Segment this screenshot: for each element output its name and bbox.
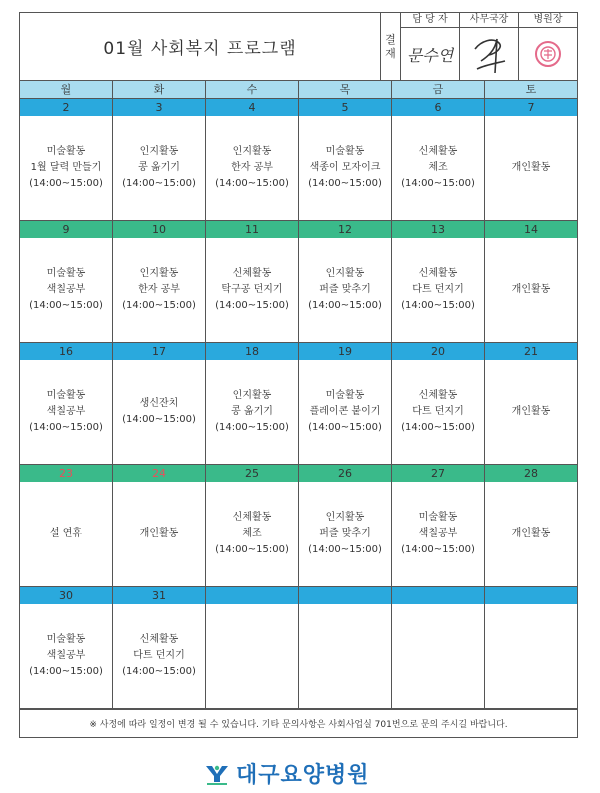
date-cell: 30 — [59, 589, 73, 602]
approval-label-1: 결 — [385, 32, 396, 46]
date-cell: 7 — [484, 99, 577, 116]
activity-row — [20, 238, 577, 342]
date-cell — [484, 587, 577, 604]
activity-cell — [391, 604, 484, 708]
activity-type: 생신잔치 — [139, 398, 179, 409]
role-director: 사무국장 — [460, 13, 518, 28]
activity-time: (14:00~15:00) — [29, 666, 103, 677]
hospital-logo — [204, 758, 370, 789]
approval-label — [380, 13, 400, 80]
date-cell: 3 — [112, 99, 205, 116]
activity-time: (14:00~15:00) — [308, 544, 382, 555]
activity-title: 한자 공부 — [231, 162, 273, 173]
activity-cell — [205, 116, 298, 220]
role-hospital-head: 병원장 — [519, 13, 577, 28]
date-cell: 13 — [391, 221, 484, 238]
activity-title: 다트 던지기 — [412, 284, 464, 295]
activity-type: 미술활동 — [46, 268, 86, 279]
activity-title: 색종이 모자이크 — [309, 162, 381, 173]
activity-cell — [298, 238, 391, 342]
date-cell — [391, 587, 484, 604]
seal-stamp — [533, 39, 563, 69]
activity-row — [20, 482, 577, 586]
activity-type: 인지활동 — [325, 512, 365, 523]
date-cell-holiday: 23 — [59, 467, 73, 480]
date-cell: 11 — [205, 221, 298, 238]
activity-cell — [20, 116, 112, 220]
signature-director — [460, 28, 518, 80]
activity-title: 1월 달력 만들기 — [30, 162, 102, 173]
date-row — [20, 99, 577, 116]
activity-time: (14:00~15:00) — [308, 422, 382, 433]
hospital-logo-icon — [204, 762, 230, 786]
date-cell: 5 — [298, 99, 391, 116]
activity-cell — [484, 604, 577, 708]
weekday-thu: 목 — [298, 81, 391, 98]
activity-cell — [298, 116, 391, 220]
signature-staff — [401, 28, 459, 80]
activity-cell — [20, 604, 112, 708]
activity-time: (14:00~15:00) — [29, 422, 103, 433]
week-3 — [20, 343, 577, 465]
activity-type: 신체활동 — [418, 268, 458, 279]
activity-type: 신체활동 — [232, 268, 272, 279]
date-cell: 2 — [62, 101, 70, 114]
activity-title: 색칠공부 — [46, 284, 86, 295]
activity-cell — [484, 360, 577, 464]
date-cell — [298, 587, 391, 604]
date-cell: 25 — [205, 465, 298, 482]
activity-cell — [112, 238, 205, 342]
weekday-wed: 수 — [205, 81, 298, 98]
activity-title: 체조 — [242, 528, 262, 539]
weekday-header-row — [20, 81, 577, 99]
activity-cell — [112, 360, 205, 464]
activity-cell — [298, 482, 391, 586]
date-cell: 9 — [62, 223, 70, 236]
week-2 — [20, 221, 577, 343]
activity-type: 인지활동 — [232, 390, 272, 401]
activity-time: (14:00~15:00) — [401, 544, 475, 555]
activity-type: 인지활동 — [139, 146, 179, 157]
activity-cell — [112, 482, 205, 586]
date-row — [20, 343, 577, 360]
activity-type: 개인활동 — [511, 528, 551, 539]
date-cell: 10 — [112, 221, 205, 238]
activity-title: 한자 공부 — [138, 284, 180, 295]
date-cell-holiday: 24 — [112, 465, 205, 482]
activity-type: 미술활동 — [46, 634, 86, 645]
activity-cell — [205, 604, 298, 708]
activity-time: (14:00~15:00) — [122, 300, 196, 311]
activity-time: (14:00~15:00) — [401, 300, 475, 311]
activity-cell — [391, 360, 484, 464]
date-cell: 6 — [391, 99, 484, 116]
activity-type: 개인활동 — [511, 162, 551, 173]
weekday-sat: 토 — [484, 81, 577, 98]
activity-type: 미술활동 — [46, 390, 86, 401]
weekday-tue: 화 — [112, 81, 205, 98]
activity-time: (14:00~15:00) — [29, 300, 103, 311]
activity-type: 미술활동 — [325, 390, 365, 401]
activity-cell — [112, 604, 205, 708]
activity-type: 인지활동 — [232, 146, 272, 157]
date-row — [20, 587, 577, 604]
date-cell: 18 — [205, 343, 298, 360]
activity-type: 미술활동 — [325, 146, 365, 157]
activity-title: 색칠공부 — [46, 406, 86, 417]
approval-hospital-head — [518, 13, 577, 80]
activity-time: (14:00~15:00) — [308, 300, 382, 311]
activity-type: 설 연휴 — [49, 528, 83, 539]
date-cell: 27 — [391, 465, 484, 482]
activity-cell — [205, 360, 298, 464]
activity-title: 색칠공부 — [418, 528, 458, 539]
activity-type: 미술활동 — [418, 512, 458, 523]
activity-cell — [391, 116, 484, 220]
date-cell — [205, 587, 298, 604]
activity-time: (14:00~15:00) — [215, 300, 289, 311]
activity-title: (14:00~15:00) — [122, 414, 196, 425]
activity-title: 퍼즐 맞추기 — [319, 528, 371, 539]
activity-cell — [298, 604, 391, 708]
activity-row — [20, 360, 577, 464]
logo-text-part2: 요양병원 — [280, 763, 370, 788]
activity-title: 콩 옮기기 — [231, 406, 273, 417]
activity-title: 플레이콘 붙이기 — [309, 406, 381, 417]
week-1 — [20, 99, 577, 221]
activity-type: 신체활동 — [232, 512, 272, 523]
activity-row — [20, 116, 577, 220]
date-cell: 20 — [391, 343, 484, 360]
activity-type: 신체활동 — [418, 390, 458, 401]
date-row — [20, 465, 577, 482]
activity-time: (14:00~15:00) — [308, 178, 382, 189]
signature-staff-text: 문수연 — [406, 45, 454, 65]
weekday-fri: 금 — [391, 81, 484, 98]
activity-type: 신체활동 — [418, 146, 458, 157]
activity-row — [20, 604, 577, 708]
date-cell: 14 — [484, 221, 577, 238]
activity-cell — [391, 482, 484, 586]
activity-cell — [205, 238, 298, 342]
weekday-mon: 월 — [60, 83, 72, 96]
activity-type: 인지활동 — [139, 268, 179, 279]
header — [20, 13, 577, 81]
footer-note: ※ 사정에 따라 일정이 변경 될 수 있습니다. 기타 문의사항은 사회사업실 701번으로 문의 주시길 바랍니다. — [20, 709, 577, 737]
date-cell: 17 — [112, 343, 205, 360]
activity-time: (14:00~15:00) — [122, 178, 196, 189]
hospital-logo-text — [236, 758, 370, 789]
activity-cell — [484, 116, 577, 220]
activity-cell — [20, 238, 112, 342]
activity-type: 인지활동 — [325, 268, 365, 279]
date-row — [20, 221, 577, 238]
logo-text-part1: 대구 — [236, 763, 281, 788]
date-cell: 31 — [112, 587, 205, 604]
activity-cell — [20, 482, 112, 586]
activity-title: 체조 — [428, 162, 448, 173]
activity-cell — [20, 360, 112, 464]
activity-cell — [484, 238, 577, 342]
activity-type: 미술활동 — [46, 146, 86, 157]
activity-cell — [391, 238, 484, 342]
activity-time: (14:00~15:00) — [215, 422, 289, 433]
activity-time: (14:00~15:00) — [29, 178, 103, 189]
date-cell: 16 — [59, 345, 73, 358]
approval-staff — [400, 13, 459, 80]
week-5 — [20, 587, 577, 709]
date-cell: 19 — [298, 343, 391, 360]
activity-title: 다트 던지기 — [133, 650, 185, 661]
activity-type: 개인활동 — [511, 406, 551, 417]
activity-title: 퍼즐 맞추기 — [319, 284, 371, 295]
activity-type: 신체활동 — [139, 634, 179, 645]
activity-title: 탁구공 던지기 — [221, 284, 283, 295]
week-4 — [20, 465, 577, 587]
date-cell: 4 — [205, 99, 298, 116]
page-title: 01월 사회복지 프로그램 — [103, 39, 297, 59]
signature-hospital-head — [519, 28, 577, 80]
approval-director — [459, 13, 518, 80]
activity-time: (14:00~15:00) — [401, 422, 475, 433]
activity-title: 다트 던지기 — [412, 406, 464, 417]
activity-time: (14:00~15:00) — [401, 178, 475, 189]
activity-cell — [298, 360, 391, 464]
date-cell: 21 — [484, 343, 577, 360]
role-staff: 담 당 자 — [401, 13, 459, 28]
activity-title: 색칠공부 — [46, 650, 86, 661]
activity-title: 콩 옮기기 — [138, 162, 180, 173]
activity-cell — [484, 482, 577, 586]
signature-director-mark — [467, 31, 511, 77]
activity-time: (14:00~15:00) — [215, 178, 289, 189]
date-cell: 12 — [298, 221, 391, 238]
date-cell: 28 — [484, 465, 577, 482]
activity-cell — [112, 116, 205, 220]
activity-type: 개인활동 — [139, 528, 179, 539]
activity-time: (14:00~15:00) — [215, 544, 289, 555]
activity-type: 개인활동 — [511, 284, 551, 295]
schedule-sheet — [19, 12, 578, 738]
activity-cell — [205, 482, 298, 586]
date-cell: 26 — [298, 465, 391, 482]
activity-time: (14:00~15:00) — [122, 666, 196, 677]
approval-label-2: 재 — [385, 46, 396, 60]
